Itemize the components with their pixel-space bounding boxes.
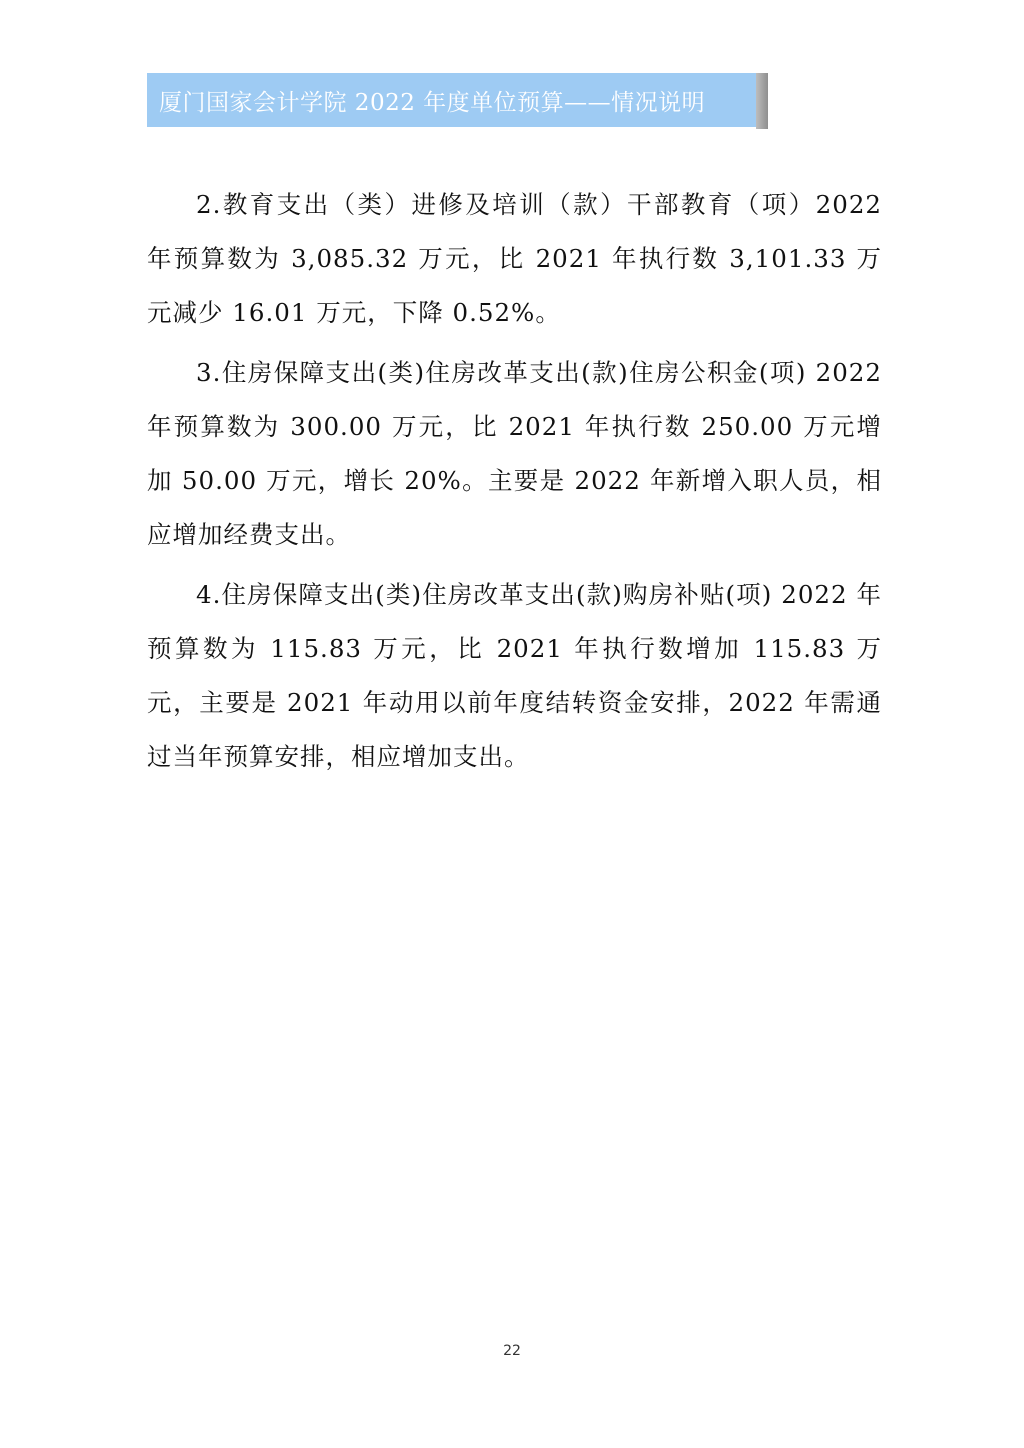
header-banner-shadow xyxy=(756,73,768,129)
paragraph-education-expenditure: 2.教育支出（类）进修及培训（款）干部教育（项）2022 年预算数为 3,085.32 万元，比 2021 年执行数 3,101.33 万元减少 16.01 万元，下降 0.52%。 xyxy=(147,190,882,327)
document-title: 厦门国家会计学院 2022 年度单位预算——情况说明 xyxy=(159,89,706,116)
paragraph-housing-provident-fund: 3.住房保障支出(类)住房改革支出(款)住房公积金(项) 2022 年预算数为 300.00 万元，比 2021 年执行数 250.00 万元增加 50.00 万元，增长 20%。主要是 2022 年新增入职人员，相应增加经费支出。 xyxy=(147,358,882,549)
document-body xyxy=(147,178,882,790)
paragraph-housing-subsidy: 4.住房保障支出(类)住房改革支出(款)购房补贴(项) 2022 年预算数为 115.83 万元，比 2021 年执行数增加 115.83 万元，主要是 2021 年动用以前年度结转资金安排，2022 年需通过当年预算安排，相应增加支出。 xyxy=(147,580,882,771)
page-number: 22 xyxy=(503,1343,521,1359)
header-banner xyxy=(147,73,756,127)
